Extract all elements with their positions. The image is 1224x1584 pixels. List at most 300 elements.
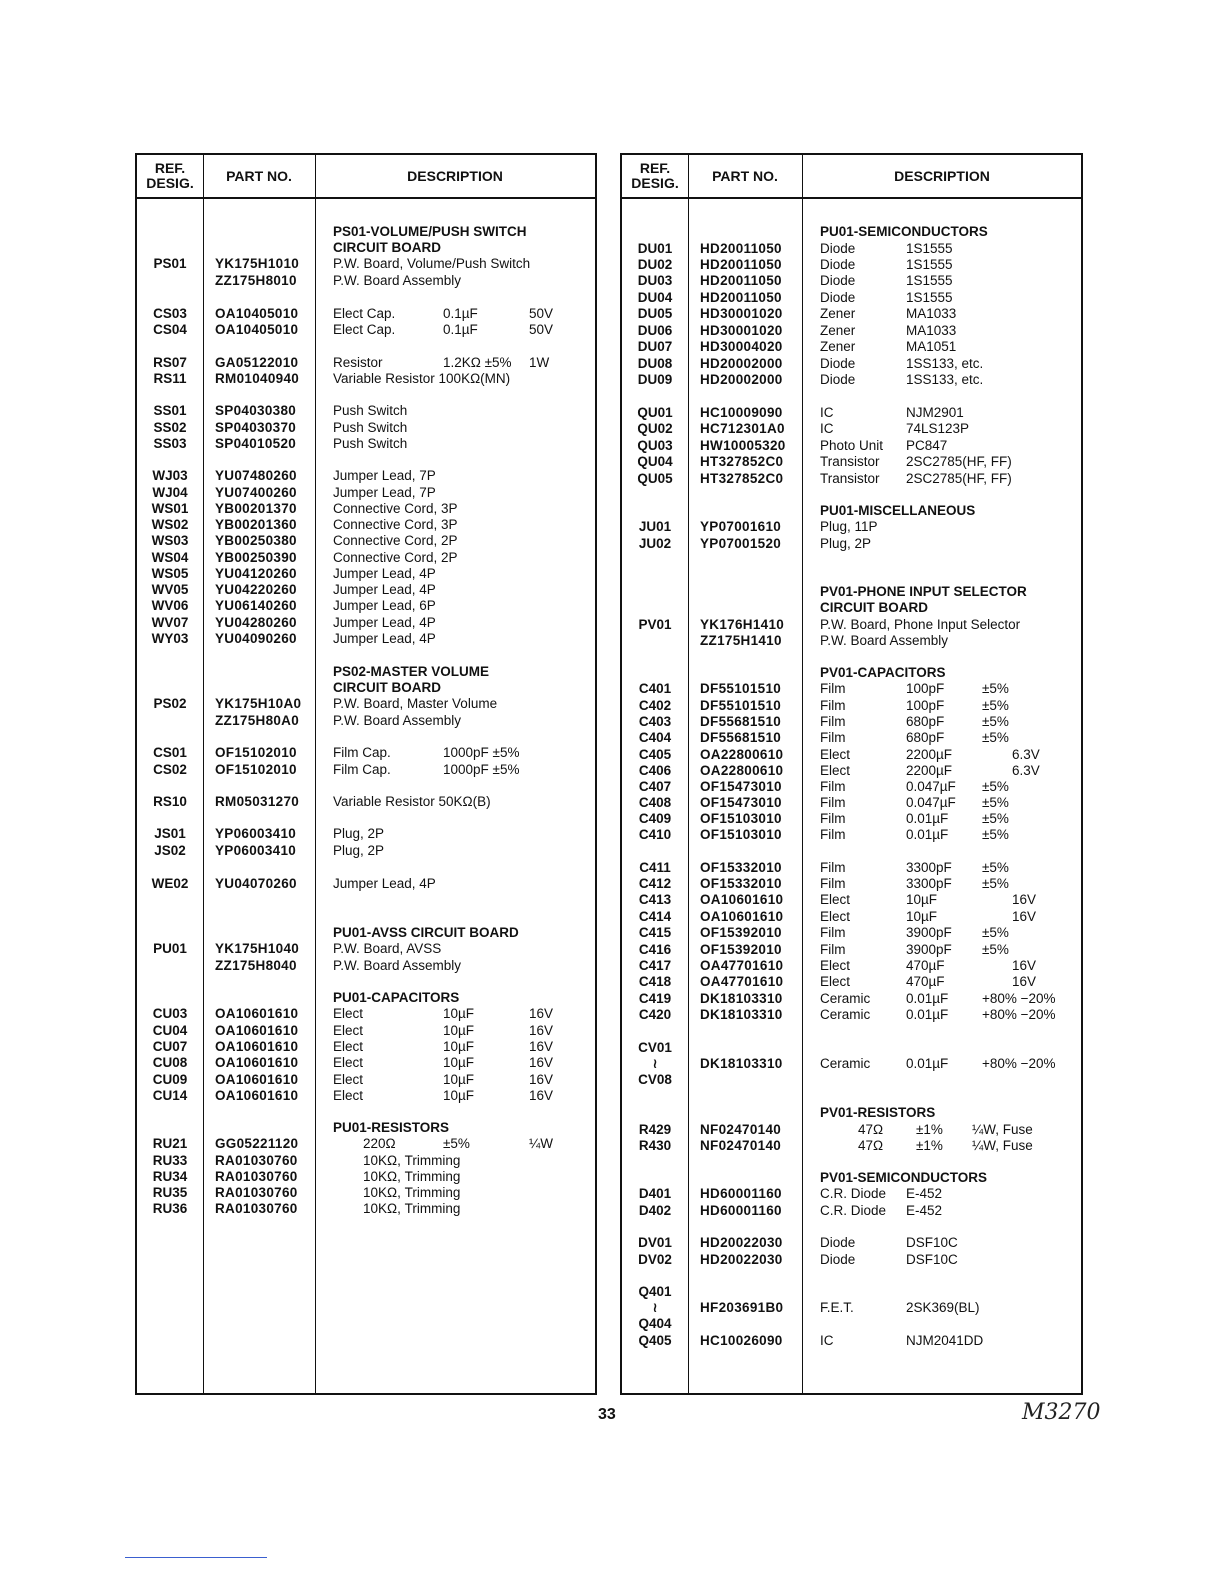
part-number: OA10601610 — [215, 1039, 299, 1054]
description: Jumper Lead, 4P — [333, 631, 436, 646]
description: P.W. Board, Master Volume — [333, 696, 498, 711]
description: Jumper Lead, 4P — [333, 566, 436, 581]
part-number: HD60001160 — [700, 1203, 782, 1218]
table-row — [137, 306, 595, 322]
value: 10µF — [443, 1023, 475, 1038]
value: 680pF — [906, 730, 945, 745]
part-number: HD20011050 — [700, 290, 782, 305]
table-row — [137, 1201, 595, 1217]
value: 3900pF — [906, 942, 952, 957]
section-heading — [622, 600, 1081, 616]
page-number: 33 — [598, 1406, 616, 1423]
part-number: HC10026090 — [700, 1333, 783, 1348]
section-heading — [137, 680, 595, 696]
table-row — [622, 763, 1081, 779]
table-row — [622, 795, 1081, 811]
table-row — [622, 991, 1081, 1007]
ref-desig: JS02 — [154, 843, 186, 858]
description: Plug, 2P — [820, 536, 872, 551]
table-row — [137, 876, 595, 892]
rating: 6.3V — [1012, 747, 1040, 762]
value: 10µF — [443, 1088, 475, 1103]
description: Elect — [333, 1072, 364, 1087]
ref-desig: RS10 — [153, 794, 187, 809]
section-heading — [137, 925, 595, 941]
table-row — [622, 471, 1081, 487]
value: 1S1555 — [906, 273, 953, 288]
description: C.R. Diode — [820, 1186, 887, 1201]
part-number: NF02470140 — [700, 1138, 782, 1153]
ref-desig: CS03 — [153, 306, 187, 321]
part-number: HC712301A0 — [700, 421, 785, 436]
value: 0.1µF — [443, 322, 478, 337]
value: 2SC2785(HF, FF) — [906, 454, 1012, 469]
part-number: OA10601610 — [215, 1072, 299, 1087]
part-number: YP06003410 — [215, 826, 297, 841]
table-row — [622, 306, 1081, 322]
section-heading — [622, 584, 1081, 600]
header-ref-desig: REF. DESIG. — [631, 160, 679, 191]
table-row — [137, 1136, 595, 1152]
value: 1000pF ±5% — [443, 762, 520, 777]
table-row — [137, 256, 595, 272]
description: Film — [820, 860, 846, 875]
ref-desig: C419 — [638, 991, 672, 1006]
header-description: DESCRIPTION — [894, 167, 990, 184]
ref-desig: WJ03 — [152, 468, 188, 483]
description: Resistor — [333, 355, 383, 370]
rating: ±5% — [982, 714, 1009, 729]
section-title: CIRCUIT BOARD — [820, 600, 928, 615]
ref-desig: C409 — [638, 811, 672, 826]
part-number: YP07001610 — [700, 519, 782, 534]
value: 3900pF — [906, 925, 952, 940]
description: Film Cap. — [333, 745, 391, 760]
table-row — [622, 1122, 1081, 1138]
rating: 16V — [1012, 892, 1037, 907]
description: Jumper Lead, 7P — [333, 485, 436, 500]
table-row — [622, 1235, 1081, 1251]
part-number: OF15103010 — [700, 811, 782, 826]
value: 2SK369(BL) — [906, 1300, 980, 1315]
description: Diode — [820, 273, 856, 288]
value: DSF10C — [906, 1252, 958, 1267]
part-number: RA01030760 — [215, 1185, 298, 1200]
ref-desig: SS02 — [153, 420, 187, 435]
table-row — [622, 356, 1081, 372]
table-row — [137, 566, 595, 582]
table-row — [622, 958, 1081, 974]
part-number: OA10405010 — [215, 322, 299, 337]
ref-desig: CU09 — [152, 1072, 188, 1087]
part-number: OA10601610 — [215, 1088, 299, 1103]
section-title: CIRCUIT BOARD — [333, 240, 441, 255]
part-number: ZZ175H8040 — [215, 958, 297, 973]
ref-desig: PV01 — [638, 617, 672, 632]
description: Connective Cord, 3P — [333, 517, 458, 532]
table-row — [137, 794, 595, 810]
part-number: GG05221120 — [215, 1136, 299, 1151]
part-number: RM01040940 — [215, 371, 300, 386]
ref-desig: CU03 — [152, 1006, 188, 1021]
value: MA1033 — [906, 306, 957, 321]
value: 2200µF — [906, 747, 953, 762]
section-heading — [137, 240, 595, 256]
table-row — [137, 1169, 595, 1185]
table-row — [622, 681, 1081, 697]
part-number: SP04030370 — [215, 420, 297, 435]
ref-desig: D401 — [638, 1186, 672, 1201]
rating: ±5% — [982, 942, 1009, 957]
ref-desig: QU03 — [637, 438, 673, 453]
value: 1000pF ±5% — [443, 745, 520, 760]
ref-desig: CV01 — [638, 1040, 672, 1055]
table-row — [137, 322, 595, 338]
rating: 16V — [529, 1055, 554, 1070]
part-number: HD30001020 — [700, 323, 783, 338]
table-row — [137, 762, 595, 778]
table-row — [137, 696, 595, 712]
table-row — [137, 355, 595, 371]
part-number: OA10601610 — [215, 1055, 299, 1070]
table-row — [137, 1039, 595, 1055]
table-row — [622, 1284, 1081, 1300]
value: 74LS123P — [906, 421, 970, 436]
description: Elect — [820, 909, 851, 924]
table-row — [622, 421, 1081, 437]
ref-desig: Q401 — [638, 1284, 672, 1299]
part-number: HD20002000 — [700, 356, 783, 371]
description: Elect Cap. — [333, 306, 396, 321]
value: 1S1555 — [906, 257, 953, 272]
part-number: OA47701610 — [700, 958, 784, 973]
ref-desig: R429 — [638, 1122, 672, 1137]
ref-desig: C401 — [638, 681, 672, 696]
ref-desig: R430 — [638, 1138, 672, 1153]
ref-desig: CU07 — [152, 1039, 188, 1054]
ref-desig: C403 — [638, 714, 672, 729]
value: ±5% — [443, 1136, 470, 1151]
table-row — [622, 1186, 1081, 1202]
ref-desig: CU14 — [152, 1088, 188, 1103]
part-number: DF55101510 — [700, 698, 782, 713]
table-row — [622, 811, 1081, 827]
section-title: PU01-CAPACITORS — [333, 990, 460, 1005]
rating: ±5% — [982, 681, 1009, 696]
part-number: HD20022030 — [700, 1252, 783, 1267]
description: C.R. Diode — [820, 1203, 887, 1218]
table-row — [137, 843, 595, 859]
value: 3300pF — [906, 876, 952, 891]
header-ref-desig: REF. DESIG. — [146, 160, 194, 191]
table-row — [622, 438, 1081, 454]
section-title: PU01-SEMICONDUCTORS — [820, 224, 988, 239]
description: IC — [820, 405, 834, 420]
description: Jumper Lead, 6P — [333, 598, 436, 613]
description: P.W. Board, Volume/Push Switch — [333, 256, 531, 271]
description: Film — [820, 714, 846, 729]
table-row — [137, 598, 595, 614]
rating: ±5% — [982, 860, 1009, 875]
description: Film — [820, 876, 846, 891]
table-row — [622, 747, 1081, 763]
part-number: OF15332010 — [700, 860, 782, 875]
header-part-no: PART NO. — [226, 167, 292, 184]
table-row — [137, 501, 595, 517]
description: Ceramic — [820, 1007, 871, 1022]
rating: ±5% — [982, 779, 1009, 794]
section-title: PS02-MASTER VOLUME — [333, 664, 490, 679]
part-number: HD20022030 — [700, 1235, 783, 1250]
ref-desig: CS01 — [153, 745, 187, 760]
rating: 16V — [1012, 974, 1037, 989]
ref-desig: SS03 — [153, 436, 187, 451]
part-number: OA10601610 — [215, 1006, 299, 1021]
ref-desig: C402 — [638, 698, 672, 713]
rating: 16V — [1012, 958, 1037, 973]
description: Connective Cord, 2P — [333, 550, 458, 565]
table-row — [622, 454, 1081, 470]
ref-desig: C415 — [638, 925, 672, 940]
description: Elect — [820, 958, 851, 973]
value: 0.01µF — [906, 827, 949, 842]
table-row — [137, 1055, 595, 1071]
rating: 16V — [529, 1072, 554, 1087]
ref-desig: WS01 — [151, 501, 189, 516]
rating: 16V — [529, 1023, 554, 1038]
table-row — [137, 371, 595, 387]
section-heading — [137, 664, 595, 680]
value: PC847 — [906, 438, 948, 453]
part-number: HT327852C0 — [700, 454, 784, 469]
ref-desig: WV06 — [151, 598, 189, 613]
value: 0.01µF — [906, 1007, 949, 1022]
ref-desig: C412 — [638, 876, 672, 891]
part-number: YB00201360 — [215, 517, 297, 532]
table-row — [622, 1316, 1081, 1332]
section-heading — [622, 1105, 1081, 1121]
section-heading — [137, 1120, 595, 1136]
part-number: OA22800610 — [700, 763, 784, 778]
value: 0.01µF — [906, 811, 949, 826]
part-number: HW10005320 — [700, 438, 786, 453]
ref-desig: WE02 — [151, 876, 189, 891]
description: Film — [820, 942, 846, 957]
table-row — [137, 1072, 595, 1088]
ref-desig: DV02 — [638, 1252, 672, 1267]
rating: ¼W, Fuse — [972, 1138, 1033, 1153]
description: Film — [820, 779, 846, 794]
part-number: YK175H1010 — [215, 256, 300, 271]
description: Jumper Lead, 4P — [333, 876, 436, 891]
table-row — [622, 974, 1081, 990]
description: Elect — [820, 892, 851, 907]
part-number: HD20011050 — [700, 273, 782, 288]
ref-desig: RU21 — [152, 1136, 188, 1151]
ref-desig: DU02 — [637, 257, 673, 272]
table-row — [137, 1023, 595, 1039]
part-number: DK18103310 — [700, 1007, 783, 1022]
part-number: GA05122010 — [215, 355, 299, 370]
description: Transistor — [820, 471, 880, 486]
value: 470µF — [906, 958, 945, 973]
ref-desig: C407 — [638, 779, 672, 794]
section-heading — [137, 990, 595, 1006]
part-number: DF55681510 — [700, 730, 782, 745]
description: Elect — [333, 1055, 364, 1070]
section-title: PV01-CAPACITORS — [820, 665, 946, 680]
description: Elect — [333, 1006, 364, 1021]
table-row — [137, 485, 595, 501]
part-number: DF55101510 — [700, 681, 782, 696]
ref-desig: QU05 — [637, 471, 673, 486]
ref-desig: WS03 — [151, 533, 189, 548]
description: Push Switch — [333, 420, 408, 435]
part-number: HD60001160 — [700, 1186, 782, 1201]
ref-desig: CS02 — [153, 762, 187, 777]
part-number: YB00250380 — [215, 533, 297, 548]
part-number: SP04010520 — [215, 436, 297, 451]
ref-desig: WS04 — [151, 550, 189, 565]
description: Elect — [333, 1023, 364, 1038]
table-header — [622, 155, 1081, 199]
part-number: HF203691B0 — [700, 1300, 784, 1315]
ref-desig: DU04 — [637, 290, 673, 305]
description: 10KΩ, Trimming — [363, 1169, 461, 1184]
table-row — [137, 582, 595, 598]
ref-desig: DU07 — [637, 339, 673, 354]
part-number: YK176H1410 — [700, 617, 785, 632]
description: Film — [820, 827, 846, 842]
table-row — [137, 1088, 595, 1104]
table-row — [137, 1006, 595, 1022]
table-row — [622, 892, 1081, 908]
description: Diode — [820, 1252, 856, 1267]
part-number: RA01030760 — [215, 1201, 298, 1216]
part-number: HD30004020 — [700, 339, 783, 354]
value: MA1033 — [906, 323, 957, 338]
description: Elect — [333, 1088, 364, 1103]
part-number: OF15473010 — [700, 779, 782, 794]
value: 0.047µF — [906, 779, 956, 794]
table-row — [622, 1333, 1081, 1349]
part-number: OA10601610 — [215, 1023, 299, 1038]
part-number: DF55681510 — [700, 714, 782, 729]
ref-desig: RS11 — [153, 371, 187, 386]
table-row — [622, 1072, 1081, 1088]
description: Push Switch — [333, 403, 408, 418]
part-number: YU04070260 — [215, 876, 297, 891]
ref-desig: WV07 — [151, 615, 189, 630]
description: Film — [820, 795, 846, 810]
description: Elect — [820, 763, 851, 778]
ref-desig: DU01 — [637, 241, 673, 256]
ref-desig: JU01 — [638, 519, 672, 534]
description: P.W. Board, AVSS — [333, 941, 442, 956]
table-row — [137, 958, 595, 974]
ref-desig: DU05 — [637, 306, 673, 321]
ref-desig: Q404 — [638, 1316, 672, 1331]
description: Zener — [820, 339, 856, 354]
value: NJM2901 — [906, 405, 964, 420]
part-number: ZZ175H1410 — [700, 633, 782, 648]
ref-desig: DU03 — [637, 273, 673, 288]
value: 100pF — [906, 698, 945, 713]
description: IC — [820, 421, 834, 436]
part-number: OF15102010 — [215, 745, 297, 760]
table-row — [137, 403, 595, 419]
description: Diode — [820, 372, 856, 387]
value: 1S1555 — [906, 241, 953, 256]
part-number: YU04220260 — [215, 582, 297, 597]
value: 1S1555 — [906, 290, 953, 305]
section-title: PU01-MISCELLANEOUS — [820, 503, 976, 518]
value: 10µF — [906, 909, 938, 924]
section-heading — [622, 1170, 1081, 1186]
rating: ¼W — [529, 1136, 554, 1151]
ref-desig: PS02 — [153, 696, 187, 711]
ref-desig: RU36 — [152, 1201, 188, 1216]
value: 10µF — [443, 1072, 475, 1087]
table-row — [137, 533, 595, 549]
section-title: PS01-VOLUME/PUSH SWITCH — [333, 224, 527, 239]
part-number: HD20011050 — [700, 257, 782, 272]
part-number: OA10405010 — [215, 306, 299, 321]
ref-desig: QU04 — [637, 454, 673, 469]
description: Diode — [820, 257, 856, 272]
value: 1.2KΩ ±5% — [443, 355, 512, 370]
table-row — [622, 779, 1081, 795]
table-row — [137, 1153, 595, 1169]
part-number: HT327852C0 — [700, 471, 784, 486]
value: 1SS133, etc. — [906, 356, 984, 371]
part-number: HD20011050 — [700, 241, 782, 256]
table-row — [622, 698, 1081, 714]
part-number: YB00250390 — [215, 550, 297, 565]
table-row — [622, 1138, 1081, 1154]
ref-desig: DV01 — [638, 1235, 672, 1250]
description: Zener — [820, 306, 856, 321]
parts-table-right — [620, 153, 1083, 1395]
part-number: YU07400260 — [215, 485, 297, 500]
tolerance: ±1% — [916, 1122, 943, 1137]
value: 0.1µF — [443, 306, 478, 321]
value: 10µF — [443, 1006, 475, 1021]
rating: 16V — [529, 1088, 554, 1103]
ref-desig: C418 — [638, 974, 672, 989]
description: P.W. Board Assembly — [333, 273, 462, 288]
ref-desig: RU35 — [152, 1185, 188, 1200]
part-number: OF15392010 — [700, 942, 782, 957]
part-number: YP07001520 — [700, 536, 782, 551]
value: DSF10C — [906, 1235, 958, 1250]
tolerance: ±1% — [916, 1138, 943, 1153]
table-row — [622, 290, 1081, 306]
ref-desig: C410 — [638, 827, 672, 842]
part-number: YU07480260 — [215, 468, 297, 483]
table-row — [137, 468, 595, 484]
rating: +80% −20% — [982, 1007, 1056, 1022]
table-row — [622, 323, 1081, 339]
part-number: HC10009090 — [700, 405, 783, 420]
description: Ceramic — [820, 991, 871, 1006]
table-row — [622, 536, 1081, 552]
part-number: YU04120260 — [215, 566, 297, 581]
ref-desig: RU33 — [152, 1153, 188, 1168]
description: Push Switch — [333, 436, 408, 451]
ref-desig: C408 — [638, 795, 672, 810]
ref-desig: C414 — [638, 909, 672, 924]
